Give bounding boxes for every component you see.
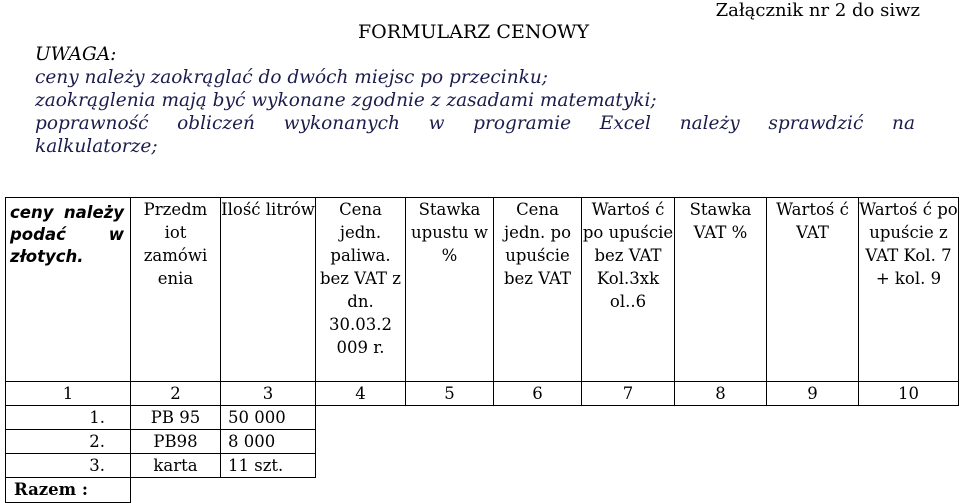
empty-cell (406, 430, 494, 454)
empty-cell (221, 478, 316, 503)
col-number: 7 (582, 382, 675, 406)
empty-cell (316, 454, 406, 478)
empty-cell (767, 478, 859, 503)
row-number: 1. (6, 406, 131, 430)
attachment-note: Załącznik nr 2 do siwz (715, 0, 920, 21)
empty-cell (675, 454, 767, 478)
col-header-discounted-price: Cena jedn. po upuście bez VAT (494, 198, 582, 382)
empty-cell (406, 478, 494, 503)
row-number: 3. (6, 454, 131, 478)
col-header-gross-value: Wartoś ć po upuście z VAT Kol. 7 + kol. 9 (859, 198, 959, 382)
col-number: 5 (406, 382, 494, 406)
col-header-net-value: Wartoś ć po upuście bez VAT Kol.3xk ol..6 (582, 198, 675, 382)
table-row (6, 430, 959, 454)
col-number: 3 (221, 382, 316, 406)
col-header-item: Przedm iot zamówi enia (131, 198, 221, 382)
empty-cell (767, 454, 859, 478)
empty-cell (859, 478, 959, 503)
col-header-discount-rate: Stawka upustu w % (406, 198, 494, 382)
empty-cell (494, 454, 582, 478)
header-row (6, 198, 959, 382)
empty-cell (131, 478, 221, 503)
empty-cell (316, 430, 406, 454)
col-header-quantity: Ilość litrów (221, 198, 316, 382)
col-header-unit-price: Cena jedn. paliwa. bez VAT z dn. 30.03.2 009 r. (316, 198, 406, 382)
empty-cell (494, 430, 582, 454)
empty-cell (675, 478, 767, 503)
empty-cell (859, 454, 959, 478)
currency-note-cell: ceny należy podać w złotych. (6, 198, 131, 382)
item-quantity: 8 000 (221, 430, 316, 454)
empty-cell (316, 406, 406, 430)
col-number: 6 (494, 382, 582, 406)
col-number: 10 (859, 382, 959, 406)
total-label: Razem : (6, 478, 131, 503)
notice-line-1: ceny należy zaokrąglać do dwóch miejsc po przecinku; (35, 67, 548, 88)
total-row (6, 478, 959, 503)
notice-label: UWAGA: (35, 44, 117, 65)
empty-cell (859, 430, 959, 454)
table-row (6, 406, 959, 430)
empty-cell (582, 478, 675, 503)
form-title: FORMULARZ CENOWY (358, 21, 590, 43)
item-name: karta (131, 454, 221, 478)
empty-cell (582, 430, 675, 454)
empty-cell (494, 406, 582, 430)
empty-cell (675, 430, 767, 454)
notice-line-2: zaokrąglenia mają być wykonane zgodnie z zasadami matematyki; (35, 90, 657, 111)
column-numbers-row (6, 382, 959, 406)
item-name: PB 95 (131, 406, 221, 430)
item-quantity: 11 szt. (221, 454, 316, 478)
notice-line-3: poprawność obliczeń wykonanych w programie Excel należy sprawdzić na (35, 113, 915, 134)
empty-cell (675, 406, 767, 430)
table-row (6, 454, 959, 478)
empty-cell (767, 406, 859, 430)
empty-cell (406, 406, 494, 430)
price-table (5, 197, 959, 503)
col-header-vat-rate: Stawka VAT % (675, 198, 767, 382)
empty-cell (582, 454, 675, 478)
col-header-vat-value: Wartoś ć VAT (767, 198, 859, 382)
empty-cell (406, 454, 494, 478)
empty-cell (582, 406, 675, 430)
empty-cell (494, 478, 582, 503)
item-quantity: 50 000 (221, 406, 316, 430)
col-number: 1 (6, 382, 131, 406)
col-number: 9 (767, 382, 859, 406)
empty-cell (316, 478, 406, 503)
notice-block (35, 43, 915, 158)
empty-cell (859, 406, 959, 430)
col-number: 4 (316, 382, 406, 406)
notice-line-4: kalkulatorze; (35, 136, 158, 157)
item-name: PB98 (131, 430, 221, 454)
empty-cell (767, 430, 859, 454)
col-number: 8 (675, 382, 767, 406)
row-number: 2. (6, 430, 131, 454)
col-number: 2 (131, 382, 221, 406)
